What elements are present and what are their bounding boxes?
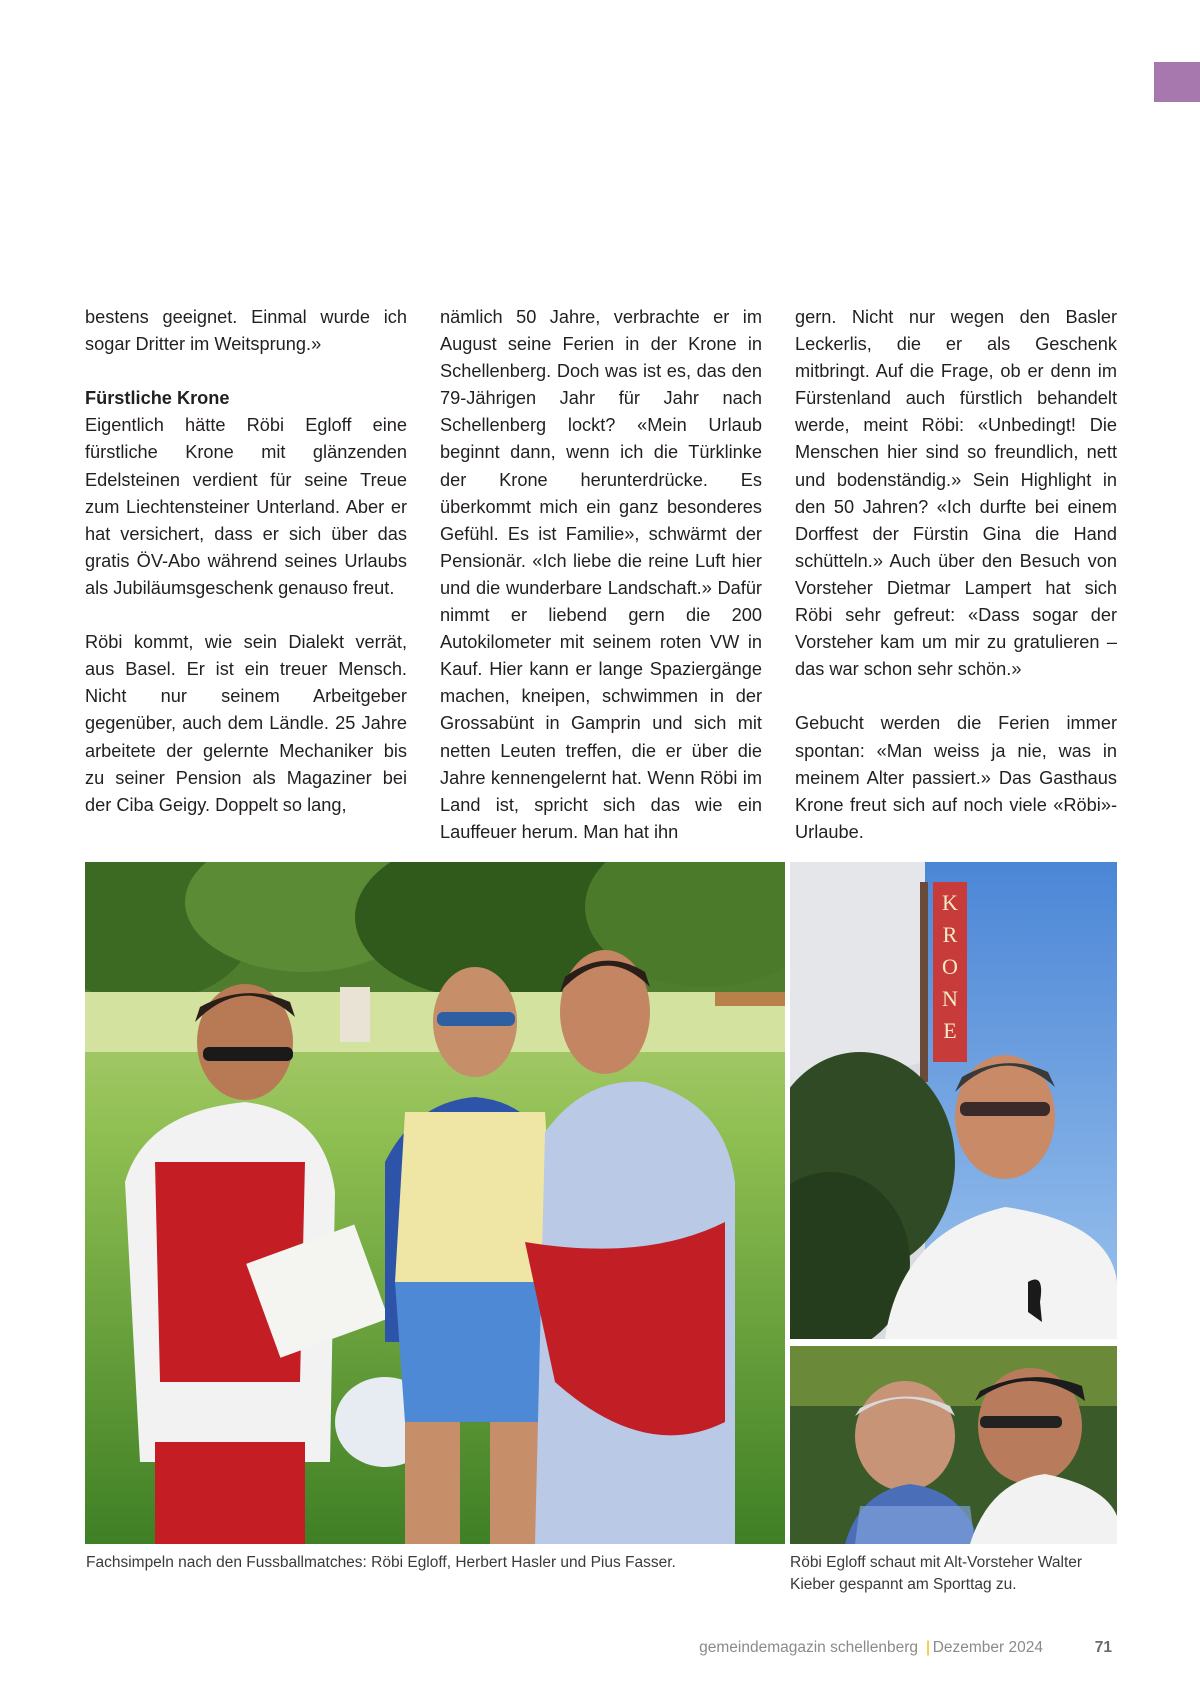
sign-letter: K: [942, 890, 958, 915]
article-paragraph: Gebucht werden die Ferien immer spontan: «Man weiss ja nie, was in meinem Alter passiert.» Das Gasthaus Krone freut sich auf noch viele «Röbi»-Urlaube.: [795, 713, 1117, 842]
article-column-3: [795, 304, 1117, 846]
sign-letter: R: [942, 922, 958, 947]
footer-separator: |: [925, 1639, 930, 1656]
article-paragraph: bestens geeignet. Einmal wurde ich sogar Dritter im Weitsprung.»: [85, 307, 407, 355]
section-heading: Fürstliche Krone: [85, 388, 230, 409]
page-footer: [640, 1639, 1118, 1663]
photo-caption-main: Fachsimpeln nach den Fussballmatches: Röbi Egloff, Herbert Hasler und Pius Fasser.: [86, 1554, 676, 1571]
photo-caption-side: Röbi Egloff schaut mit Alt-Vorsteher Walter Kieber gespannt am Sporttag zu.: [790, 1554, 1083, 1593]
sign-letter: N: [942, 986, 958, 1011]
footer-magazine-name: gemeindemagazin schellenberg: [699, 1639, 918, 1656]
photo-spectators-illustration: [790, 1346, 1117, 1544]
section-tab-marker: [1154, 62, 1200, 102]
sign-letter: E: [943, 1018, 957, 1043]
photo-football-conversation: [85, 862, 785, 1544]
footer-date: Dezember 2024: [932, 1639, 1043, 1656]
photo-football-conversation-illustration: [85, 862, 785, 1544]
article-column-1: [85, 304, 407, 819]
photo-spectators: [790, 1346, 1117, 1544]
article-paragraph: Röbi kommt, wie sein Dialekt verrät, aus Basel. Er ist ein treuer Mensch. Nicht nur seinem Arbeitgeber gegenüber, auch dem Ländle. 25 Jahre arbeitete der gelernte Mechaniker bis zu seiner Pension als Magaziner bei der Ciba Geigy. Doppelt so lang,: [85, 632, 407, 815]
article-paragraph: nämlich 50 Jahre, verbrachte er im August seine Ferien in der Krone in Schellenberg. Doch was ist es, das den 79-Jährigen Jahr für Jahr nach Schellenberg lockt? «Mein Urlaub beginnt dann, wenn ich die Türklinke der Krone herunterdrücke. Es überkommt mich ein ganz besonderes Gefühl. Es ist Familie», schwärmt der Pensionär. «Ich liebe die reine Luft hier und die wunderbare Landschaft.» Dafür nimmt er liebend gern die 200 Autokilometer mit seinem roten VW in Kauf. Hier kann er lange Spaziergänge machen, kneipen, schwimmen in der Grossabünt in Gamprin und sich mit netten Leuten treffen, die er über die Jahre kennengelernt hat. Wenn Röbi im Land ist, spricht sich das wie ein Lauffeuer herum. Man hat ihn: [440, 307, 762, 842]
article-paragraph: Eigentlich hätte Röbi Egloff eine fürstliche Krone mit glänzenden Edelsteinen verdient für seine Treue zum Liechtensteiner Unterland. Aber er hat versichert, dass er sich über das gratis ÖV-Abo während seines Urlaubs als Jubiläumsgeschenk genauso freut.: [85, 415, 407, 598]
sign-letter: O: [942, 954, 958, 979]
page-number: 71: [1094, 1639, 1112, 1656]
photo-krone-sign-portrait: [790, 862, 1117, 1339]
photo-krone-sign-illustration: [790, 862, 1117, 1339]
article-paragraph: gern. Nicht nur wegen den Basler Leckerlis, die er als Geschenk mitbringt. Auf die Frage, ob er denn im Fürstenland auch fürstlich behandelt werde, meint Röbi: «Unbedingt! Die Menschen hier sind so freundlich, nett und bodenständig.» Sein Highlight in den 50 Jahren? «Ich durfte bei einem Dorffest der Fürstin Gina die Hand schütteln.» Auch über den Besuch von Vorsteher Dietmar Lampert hat sich Röbi sehr gefreut: «Dass sogar der Vorsteher kam um mir zu gratulieren – das war schon sehr schön.»: [795, 307, 1117, 680]
article-column-2: [440, 304, 762, 846]
